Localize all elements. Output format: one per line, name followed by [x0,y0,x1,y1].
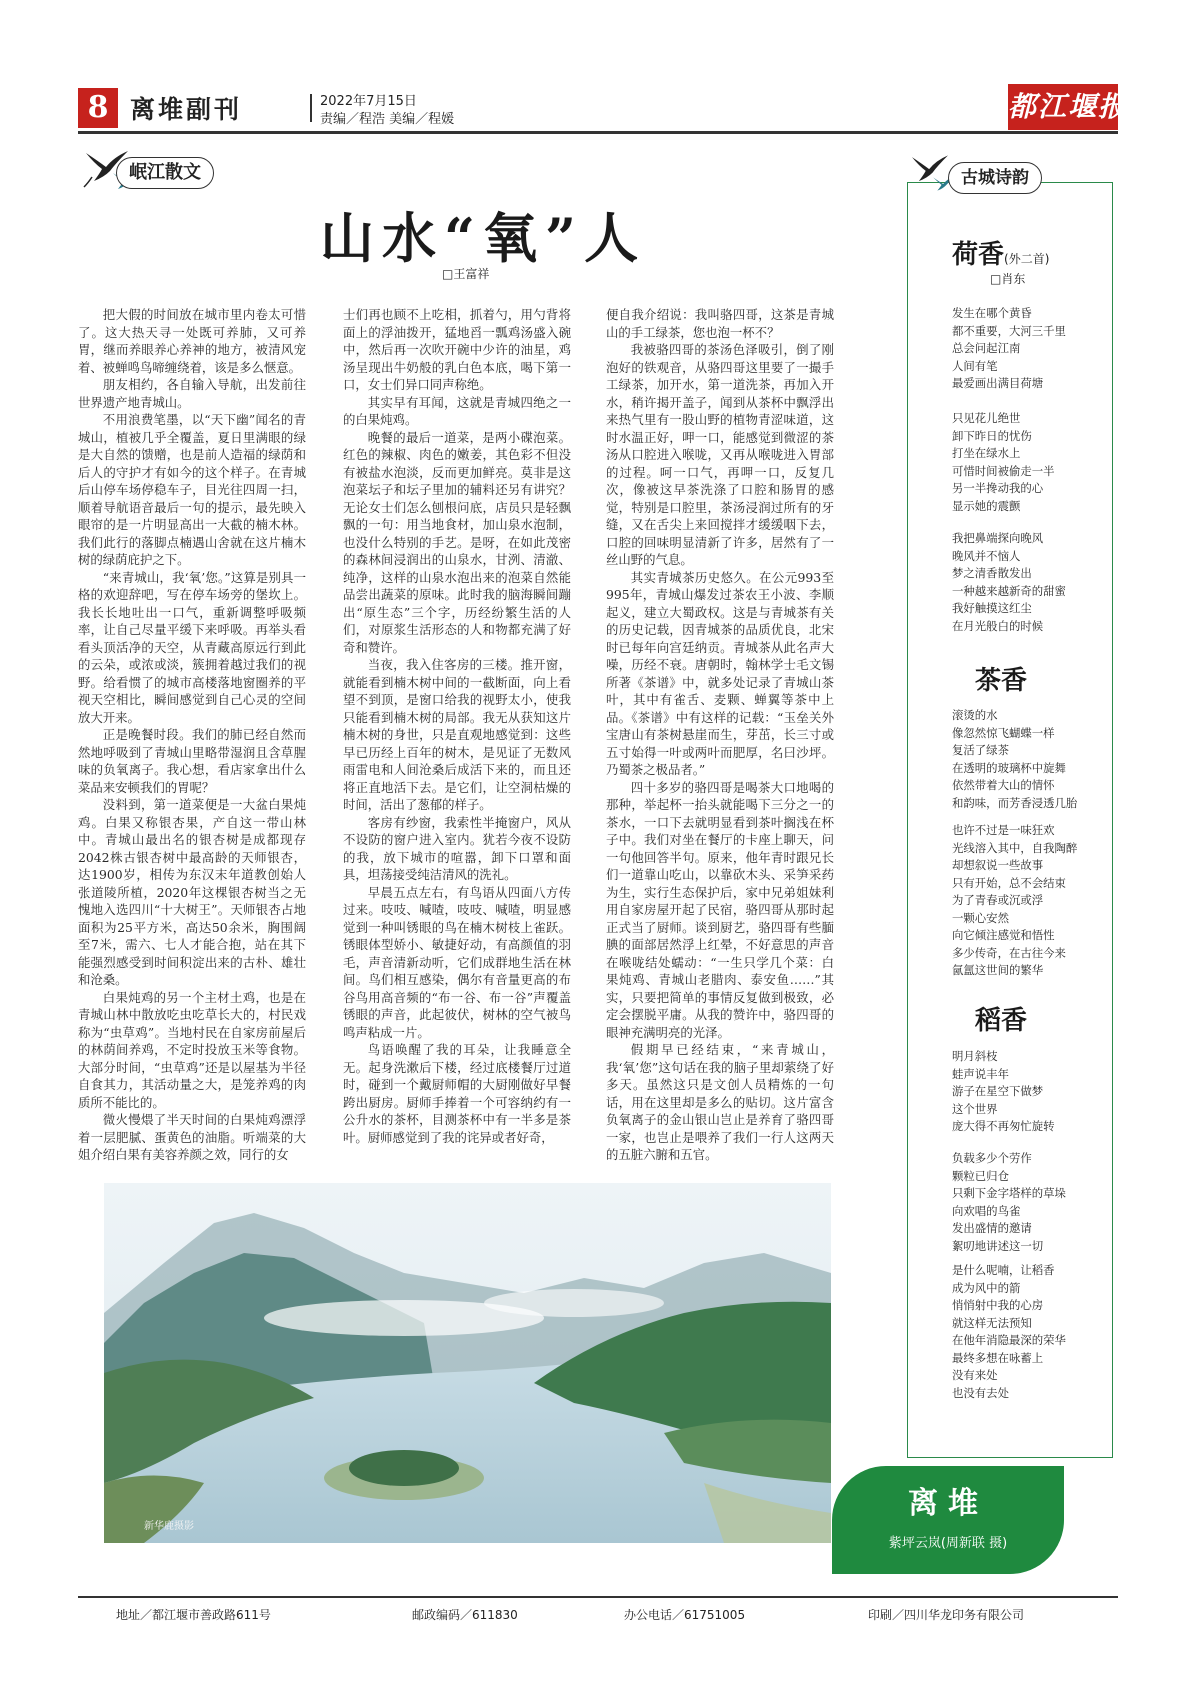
article-paragraph: “来青城山，我‘氧’您。”这算是别具一格的欢迎辞吧，写在停车场旁的堡坎上。我长长地吐出一口气，重新调整呼吸频率，让自己尽量平缓下来呼吸。再举头看看头顶活净的天空，从青藏高原远行到此的云朵，或浓或淡，簇拥着越过我们的视野。给看惯了的城市高楼落地窗圈养的平视天空相比，瞬间感觉到自己心灵的空间放大开来。 [78,569,306,725]
poem-line: 一种越来越新奇的甜蜜 [952,583,1066,598]
poetry-tag-label: 古城诗韵 [948,162,1042,194]
poem-line: 在他年消隐最深的荣华 [952,1333,1066,1347]
header-divider [310,94,312,122]
article-paragraph: 四十多岁的骆四哥是喝茶大口地喝的那种，举起杯一抬头就能喝下三分之一的茶水，一口下去就明显看到茶叶搁浅在杯子中。我们对坐在餐厅的卡座上聊天，问一句他回答半句。原来，他年青时跟兄长们一道靠山吃山，以靠砍木头、采笋采药为生，实行生态保护后，家中兄弟姐妹利用自家房屋开起了民宿，骆四哥从那时起正式当了厨师。谈到厨艺，骆四哥有些腼腆的面部居然浮上红晕，不好意思的声音在喉咙结处蠕动：“一生只学几个菜：白果炖鸡、青城山老腊肉、泰安鱼……”其实，只要把简单的事情反复做到极致，必定会摆脱平庸。从我的赞许中，骆四哥的眼神充满明亮的光泽。 [606,779,834,1040]
poem-line: 另一半搀动我的心 [952,481,1044,495]
poem-title-text: 荷香 [952,240,1005,270]
poem-line: 向欢唱的鸟雀 [952,1203,1021,1218]
issue-date: 2022年7月15日 [320,94,417,109]
poem-line: 我把鼻端探向晚风 [952,531,1044,545]
poem-line: 是什么呢喃，让稻香 [952,1263,1055,1277]
poem-line: 人间有笔 [952,358,998,373]
article-paragraph: 士们再也顾不上吃相，抓着勺，用勺背将面上的浮油拨开，猛地舀一瓢鸡汤盛入碗中，然后再一次吹开碗中少许的油星，鸡汤呈现出牛奶般的乳白色本底，喝下第一口，女士们异口同声称绝。 [343,307,571,392]
poem-line: 就这样无法预知 [952,1315,1032,1330]
poem-line: 显示她的震颤 [952,498,1021,513]
photo-caption-badge [832,1466,1064,1574]
poem-line: 我好触摸这红尘 [952,601,1032,615]
poem-line: 最爱画出满目荷塘 [952,376,1044,390]
poem-line: 负载多少个劳作 [952,1151,1032,1165]
poem-line: 也许不过是一味狂欢 [952,823,1055,837]
section-name: 离堆副刊 [130,95,243,124]
article-paragraph: 白果炖鸡的另一个主材土鸡，也是在青城山林中散放吃虫吃草长大的，村民戏称为“虫草鸡”。当地村民在自家房前屋后的林荫间养鸡，不定时投放玉米等食物。大部分时间，“虫草鸡”还是以屋基为半径自食其力，其活动量之大，是笼养鸡的肉质所不能比的。 [78,989,306,1110]
article-paragraph: 不用浪费笔墨，以“天下幽”闻名的青城山，植被几乎全覆盖，夏日里满眼的绿是大自然的馈赠，也是前人造福的绿荫和后人的守护才有如今的这个样子。在青城后山停车场停稳车子，目光往四周一扫，顺着导航语音最后一句的提示，最先映入眼帘的是一片明显高出一大截的楠木林。我们此行的落脚点楠遇山舍就在这片楠木树的绿荫庇护之下。 [78,412,306,567]
poem-line: 氤氲这世间的繁华 [952,963,1044,977]
poem-stanza [952,1262,1102,1402]
article-title: 山水“氧”人 [320,206,647,270]
poem-line: 总会问起江南 [952,341,1021,355]
footer-phone: 办公电话／61751005 [624,1608,746,1622]
river-landscape-illustration [104,1183,831,1543]
poem-author: □肖东 [990,272,1026,286]
poem-line: 蛙声说丰年 [952,1066,1009,1081]
poem-line: 为了青春或沉或浮 [952,893,1044,907]
footer-postcode: 邮政编码／611830 [412,1608,518,1622]
article-paragraph: 鸟语唤醒了我的耳朵，让我睡意全无。起身洗漱后下楼，经过底楼餐厅过道时，碰到一个戴厨师帽的大厨刚做好早餐跨出厨房。厨师手捧着一个可容纳约有一公升水的茶杯，目测茶杯中有一半多是茶叶。厨师感觉到了我的诧异或者好奇， [343,1042,571,1145]
poem-line: 一颗心安然 [952,910,1009,925]
article-paragraph: 微火慢煨了半天时间的白果炖鸡漂浮着一层肥腻、蛋黄色的油脂。听端菜的大姐介绍白果有美容养颜之效，同行的女 [78,1112,306,1162]
poem-stanza [952,410,1102,515]
poem-stanza [952,1048,1102,1136]
poem-line: 明月斜枝 [952,1049,998,1063]
column-tag-label: 岷江散文 [116,157,214,189]
article-paragraph: 我被骆四哥的茶汤色泽吸引，倒了刚泡好的铁观音，从骆四哥这里要了一撮手工绿茶，加开水，第一道洗茶，再加入开水，稍许揭开盖子，闻到从茶杯中飘浮出来热气里有一股山野的植物青涩味道，这时水温正好，呷一口，能感觉到微涩的茶汤从口腔进入喉咙，又再从喉咙进入胃部的过程。呵一口气，再呷一口，反复几次，像被这早茶洗涤了口腔和肠胃的感觉，特别是口腔里，茶汤浸润过所有的牙缝，又在舌尖上来回搅拌才缓缓咽下去，口腔的回味明显清新了许多，居然有了一丝山野的气息。 [606,342,834,567]
newspaper-masthead: 都江堰报 [1008,84,1118,130]
photo-watermark: 新华鹿摄影 [144,1521,194,1532]
article-paragraph: 当夜，我入住客房的三楼。推开窗，就能看到楠木树中间的一截断面，向上看望不到顶，是窗口给我的视野太小，使我只能看到楠木树的局部。我无从获知这片楠木树的身世，只是直观地感觉到：这些早已历经上百年的树木，是见证了无数风雨雷电和人间沧桑后成活下来的，而且还将正直地活下去。是它们，让空洞枯燥的时间，活出了葱郁的样子。 [343,657,571,812]
poem-line: 发出盛情的邀请 [952,1221,1032,1235]
footer-address: 地址／都江堰市善政路611号 [116,1608,271,1622]
poem-stanza [952,1150,1102,1255]
poem-line: 复活了绿茶 [952,743,1009,757]
page-header [78,88,1129,128]
article-paragraph: 把大假的时间放在城市里内卷太可惜了。这大热天寻一处既可养肺，又可养胃，继而养眼养心养神的地方，被清风宠着、被蝉鸣鸟啼缠绕着，该是多么惬意。 [78,307,306,375]
article-paragraph: 没料到，第一道菜便是一大盆白果炖鸡。白果又称银杏果，产自这一带山林中。青城山最出名的银杏树是成都现存2042株古银杏树中最高龄的天师银杏，达1900岁，相传为东汉末年道教创始人张道陵所植，2020年这棵银杏树当之无愧地入选四川“十大树王”。天师银杏占地面积为25平方米，高达50余米，胸围阔至7米，需六、七人才能合抱，站在其下能强烈感受到时间积淀出来的古朴、雄壮和沧桑。 [78,797,306,987]
poem-stanza [952,707,1102,812]
poem-line: 这个世界 [952,1101,998,1116]
article-paragraph: 其实早有耳闻，这就是青城四绝之一的白果炖鸡。 [343,394,571,427]
poem-stanza [952,305,1102,393]
poem-line: 最终多想在咏蓄上 [952,1350,1044,1365]
poem-line: 也没有去处 [952,1385,1009,1400]
landscape-photo [104,1183,831,1543]
poem-line: 在透明的玻璃杯中旋舞 [952,760,1066,775]
article-paragraph: 假期早已经结束，“来青城山，我‘氧’您”这句话在我的脑子里却萦绕了好多天。虽然这只是文创人员精炼的一句话，用在这里却是多么的贴切。这片富含负氧离子的金山银山岂止是养育了骆四哥一家，也岂止是喂养了我们一行人这两天的五脏六腑和五官。 [606,1042,834,1162]
poem-line: 成为风中的箭 [952,1280,1021,1295]
poem-line: 卸下昨日的忧伤 [952,428,1032,443]
poem-line: 晚风并不恼人 [952,548,1021,563]
poem-title-main [952,234,1049,271]
poem-line: 只剩下金字塔样的草垛 [952,1186,1066,1200]
article-paragraph: 晚餐的最后一道菜，是两小碟泡菜。红色的辣椒、肉色的嫩姜，其色彩不但没有被盐水泡淡，反而更加鲜亮。莫非是这泡菜坛子和坛子里加的辅料还另有讲究？无论女士们怎么刨根问底，店员只是轻飘飘的一句：用当地食材，加山泉水泡制，也没什么特别的手艺。是呀，在如此茂密的森林间浸润出的山泉水，甘洌、清澈、纯净，这样的山泉水泡出来的泡菜自然能品尝出蔬菜的原味。此时我的脑海瞬间蹦出“原生态”三个字，历经纷繁生活的人们，对原浆生活形态的人和物都充满了好奇和赞许。 [343,429,571,655]
poem-line: 庞大得不再匆忙旋转 [952,1119,1055,1133]
photo-badge-title: 离堆 [908,1486,988,1521]
poem-line: 梦之清香散发出 [952,566,1032,580]
photo-caption: 紫坪云岚(周新联 摄) [888,1536,1008,1551]
article-paragraph: 朋友相约，各自输入导航，出发前往世界遗产地青城山。 [78,377,306,410]
poem-line: 都不重要，大河三千里 [952,323,1066,338]
poem-line: 只见花儿绝世 [952,411,1021,425]
poem-line: 在月光般白的时候 [952,618,1044,633]
footer-printer: 印刷／四川华龙印务有限公司 [868,1608,1025,1622]
poem-line: 滚烫的水 [952,708,998,722]
poem-line: 多少传奇，在古往今来 [952,945,1066,960]
page-number: 8 [78,88,118,128]
poem-line: 游子在星空下做梦 [952,1084,1044,1098]
poem-line: 悄悄射中我的心房 [952,1298,1044,1312]
editors-credit: 责编／程浩 美编／程媛 [320,112,455,127]
poem-line: 打坐在绿水上 [952,446,1021,460]
poem-subtitle: (外二首) [1004,252,1050,266]
poem-line: 只有开始，总不会结束 [952,875,1066,890]
poem-line: 依然带着大山的情怀 [952,778,1055,792]
article-paragraph: 早晨五点左右，有鸟语从四面八方传过来。吱吱、喊喳，吱吱、喊喳，明显感觉到一种叫锈眼的鸟在楠木树枝上雀跃。锈眼体型娇小、敏捷好动，有高颜值的羽毛，声音清新动听，它们成群地生活在林间。鸟们相互感染，偶尔有音量更高的布谷鸟用高音频的“布一谷、布一谷”声覆盖锈眼的声音，此起彼伏，树林的空气被鸟鸣声粘成一片。 [343,884,571,1040]
poem-title: 茶香 [975,666,1028,696]
poem-line: 像忽然惊飞蝴蝶一样 [952,725,1055,740]
article-paragraph: 便自我介绍说：我叫骆四哥，这茶是青城山的手工绿茶，您也泡一杯不？ [606,307,834,340]
article-paragraph: 正是晚餐时段。我们的肺已经自然而然地呼吸到了青城山里略带湿润且含草腥味的负氧离子。我心想，看店家拿出什么菜品来安顿我们的胃呢？ [78,727,306,795]
article-column-3 [606,306,834,1162]
poem-line: 光线溶入其中，自我陶醉 [952,840,1078,855]
poem-line: 向它倾注感觉和悟性 [952,928,1055,942]
poem-line: 发生在哪个黄昏 [952,306,1032,320]
poem-line: 却想叙说一些故事 [952,858,1044,872]
article-author: □王富祥 [442,267,490,281]
poem-stanza [952,530,1102,635]
article-column-1 [78,306,306,1162]
poem-line: 没有来处 [952,1368,998,1382]
footer-rule [78,1596,1118,1598]
page-footer [78,1606,1118,1626]
poem-line: 絮叨地讲述这一切 [952,1238,1044,1253]
article-paragraph: 其实青城茶历史悠久。在公元993至995年，青城山爆发过茶农王小波、李顺起义，建立大蜀政权。这是与青城茶有关的历史记载，因青城茶的品质优良，北宋时已每年向宫廷纳贡。青城茶从此名声大噪，历经不衰。唐朝时，翰林学士毛文锡所著《茶谱》中，就多处记录了青城山茶叶，其中有雀舌、麦颗、蝉翼等茶中上品。《茶谱》中有这样的记载：“玉垒关外宝唐山有茶树悬崖而生，芽茁，长三寸或五寸始得一叶或两叶而肥厚，名曰沙坪。乃蜀茶之极品者。” [606,569,834,777]
article-column-2 [343,306,571,1156]
poem-title: 稻香 [975,1006,1028,1036]
poem-line: 颗粒已归仓 [952,1168,1009,1183]
header-rule [78,131,1118,134]
poem-line: 可惜时间被偷走一半 [952,463,1055,478]
article-paragraph: 客房有纱窗，我索性半掩窗户，风从不设防的窗户进入室内。犹若今夜不设防的我，放下城市的喧嚣，卸下口罩和面具，坦荡接受纯洁清风的洗礼。 [343,814,571,882]
poem-line: 和韵味，而芳香浸透几胎 [952,795,1078,810]
poem-stanza [952,822,1102,980]
